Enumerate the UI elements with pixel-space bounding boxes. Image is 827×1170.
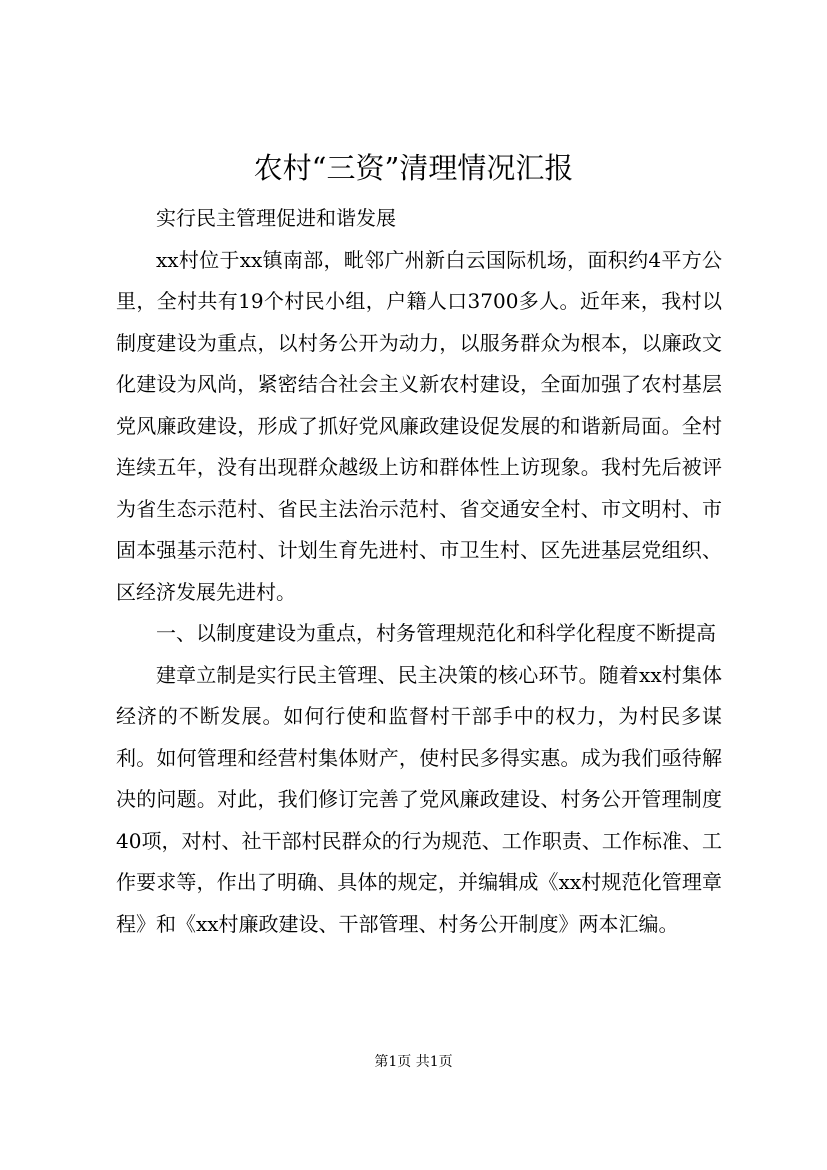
- subtitle-paragraph: 实行民主管理促进和谐发展: [156, 206, 396, 230]
- section-body-paragraph: 建章立制是实行民主管理、民主决策的核心环节。随着xx村集体经济的不断发展。如何行使和监督村干部手中的权力，为村民多谋利。如何管理和经营村集体财产，使村民多得实惠。成为我们亟待解决的问题。对此，我们修订完善了党风廉政建设、村务公开管理制度40项，对村、社干部村民群众的行为规范、工作职责、工作标准、工作要求等，作出了明确、具体的规定，并编辑成《xx村规范化管理章程》和《xx村廉政建设、干部管理、村务公开制度》两本汇编。: [116, 662, 722, 936]
- page-number-footer: 第1页 共1页: [374, 1054, 453, 1070]
- intro-paragraph: xx村位于xx镇南部，毗邻广州新白云国际机场，面积约4平方公里，全村共有19个村民小组，户籍人口3700多人。近年来，我村以制度建设为重点，以村务公开为动力，以服务群众为根本，以廉政文化建设为风尚，紧密结合社会主义新农村建设，全面加强了农村基层党风廉政建设，形成了抓好党风廉政建设促发展的和谐新局面。全村连续五年，没有出现群众越级上访和群体性上访现象。我村先后被评为省生态示范村、省民主法治示范村、省交通安全村、市文明村、市固本强基示范村、计划生育先进村、市卫生村、区先进基层党组织、区经济发展先进村。: [116, 247, 722, 604]
- section-heading-paragraph: 一、以制度建设为重点，村务管理规范化和科学化程度不断提高: [156, 621, 716, 645]
- document-title: 农村“三资”清理情况汇报: [253, 151, 574, 185]
- document-body: [116, 198, 722, 945]
